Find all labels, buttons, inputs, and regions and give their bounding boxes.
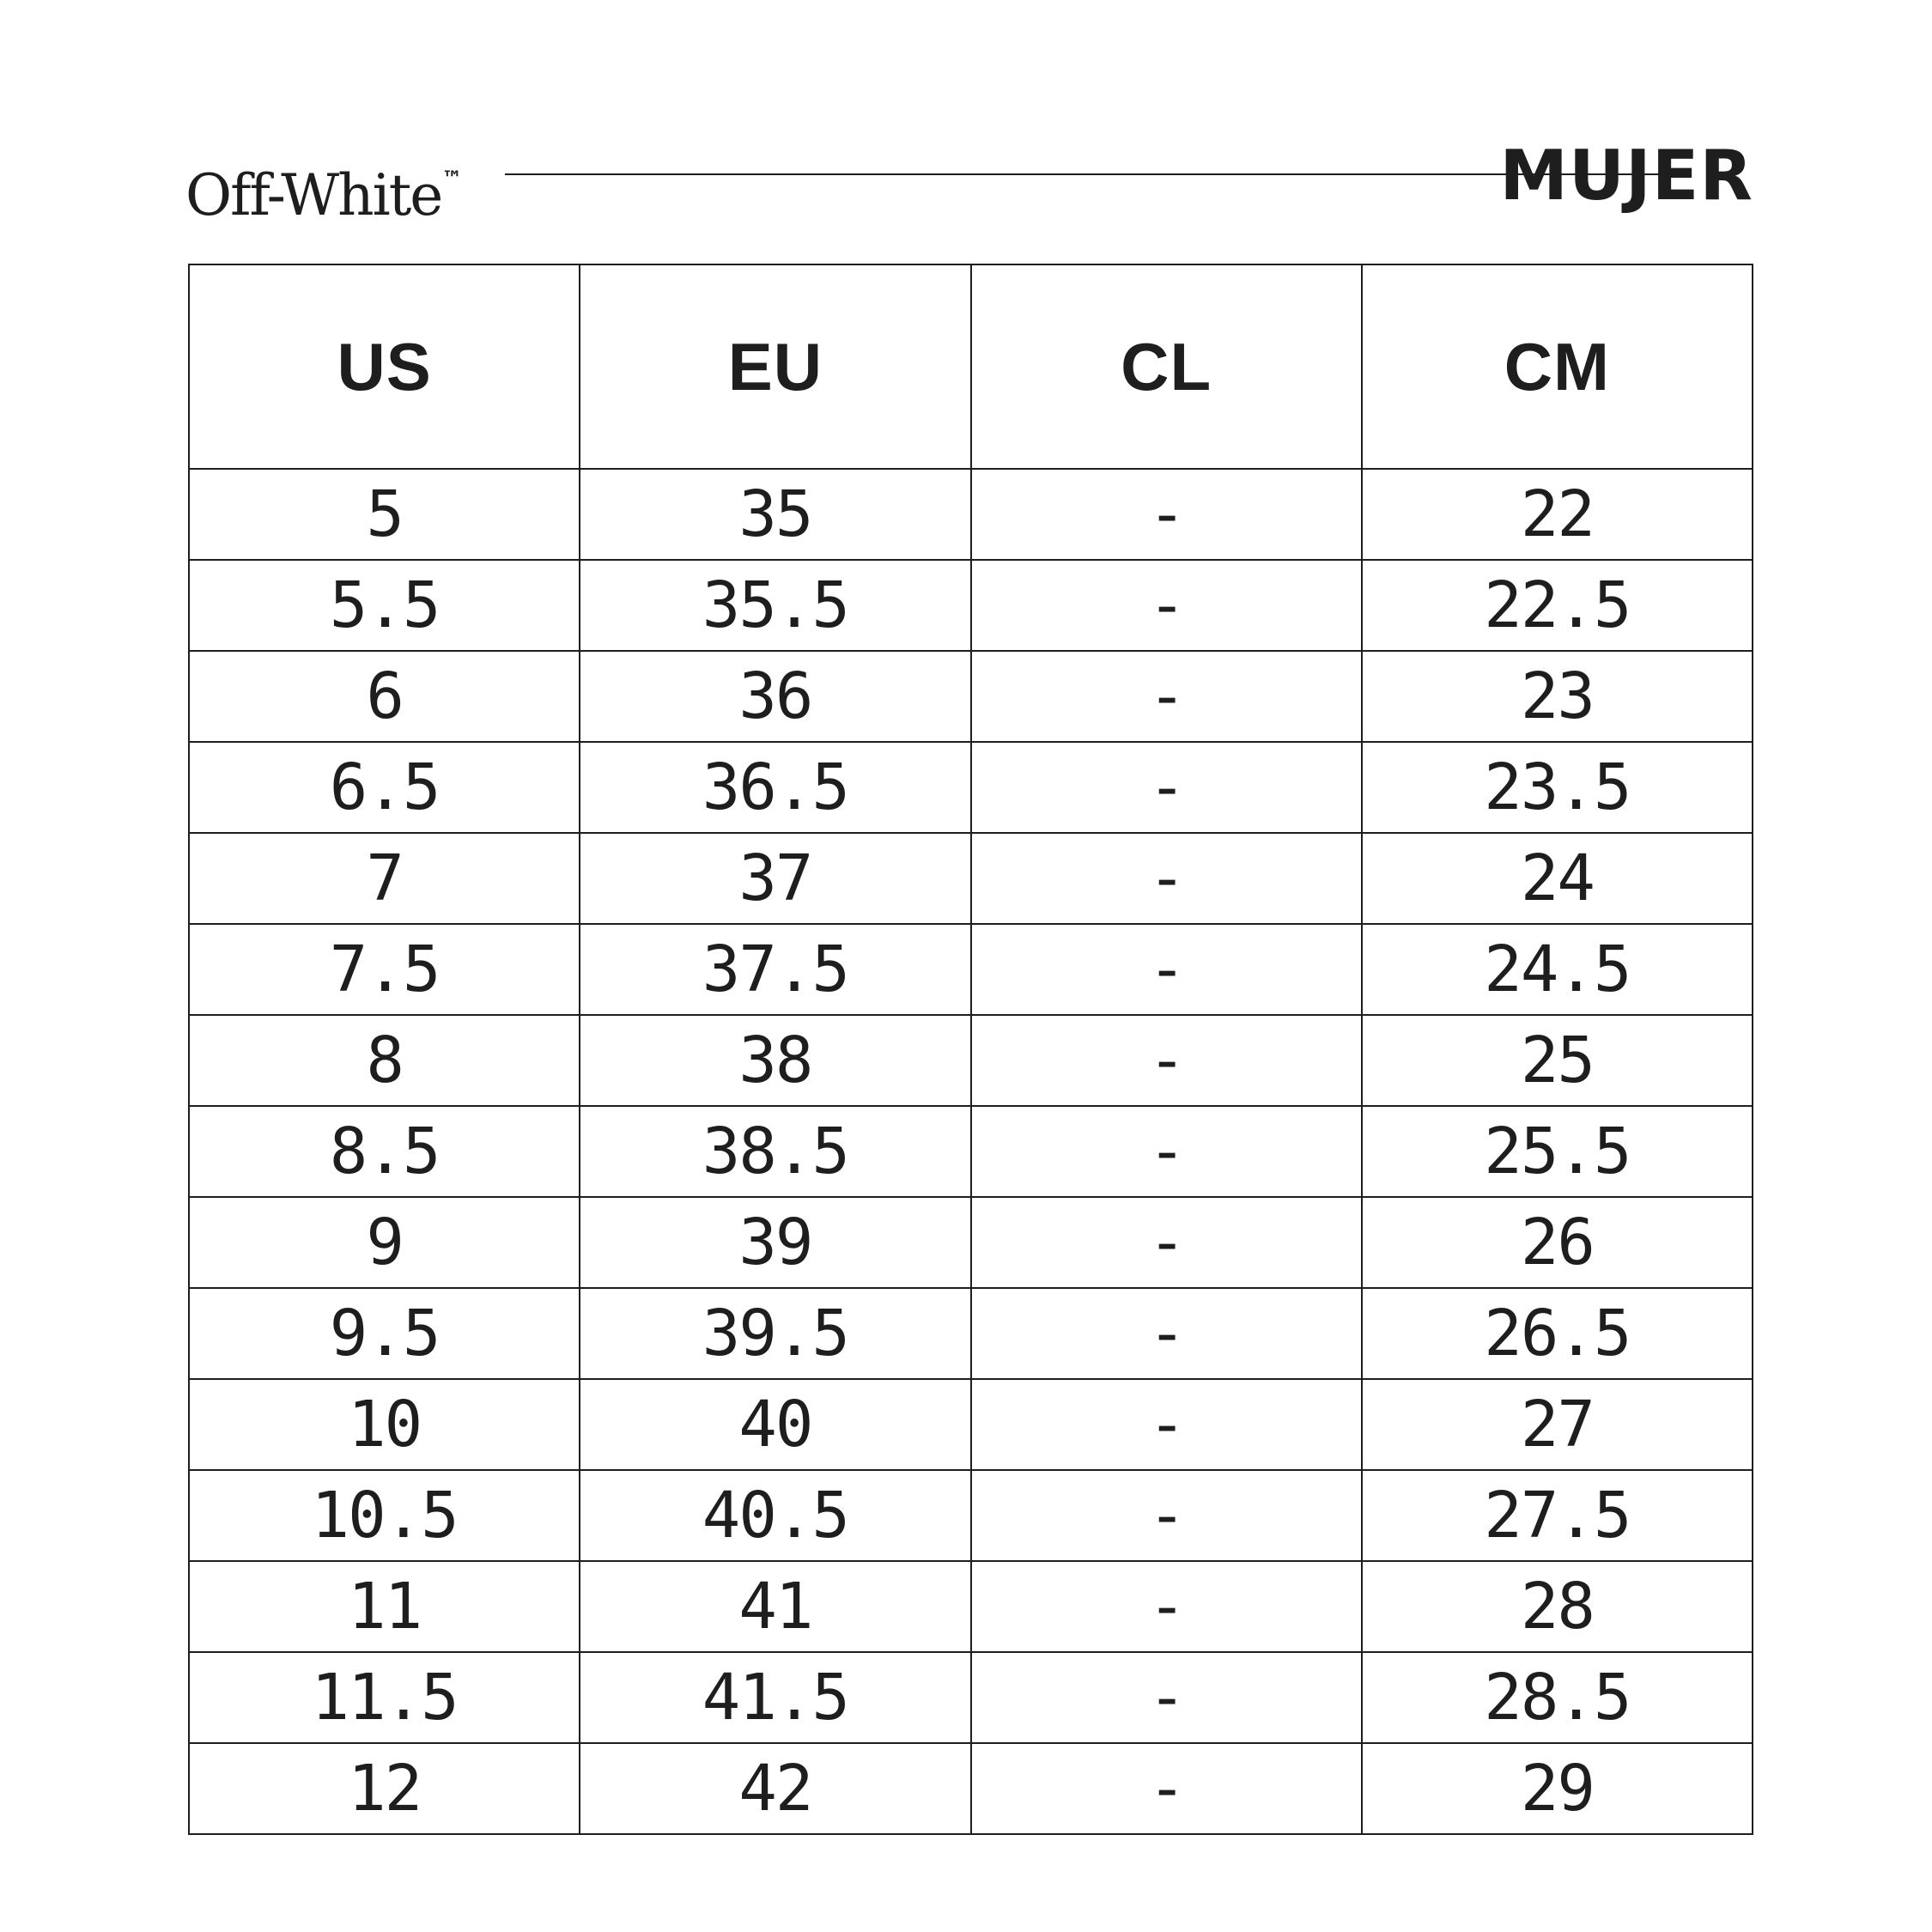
column-header-eu: EU	[580, 264, 970, 469]
cell-cl: -	[971, 1379, 1362, 1470]
cell-cl: -	[971, 469, 1362, 560]
cell-cm: 28.5	[1362, 1652, 1753, 1743]
cell-cl: -	[971, 1561, 1362, 1652]
size-chart-table	[188, 264, 1753, 1835]
cell-us: 7	[189, 833, 580, 924]
table-row	[189, 1652, 1753, 1743]
cell-us: 6.5	[189, 742, 580, 833]
cell-us: 8	[189, 1015, 580, 1106]
cell-cl: -	[971, 924, 1362, 1015]
cell-us: 5.5	[189, 560, 580, 651]
cell-cm: 26.5	[1362, 1288, 1753, 1379]
cell-cm: 24	[1362, 833, 1753, 924]
cell-cl: -	[971, 1743, 1362, 1834]
column-header-us: US	[189, 264, 580, 469]
cell-eu: 40	[580, 1379, 970, 1470]
trademark-mark: ™	[441, 167, 463, 191]
cell-us: 10	[189, 1379, 580, 1470]
cell-cm: 24.5	[1362, 924, 1753, 1015]
table-row	[189, 1106, 1753, 1197]
table-row	[189, 1379, 1753, 1470]
cell-cm: 22.5	[1362, 560, 1753, 651]
brand-logo	[185, 144, 462, 230]
cell-eu: 39	[580, 1197, 970, 1288]
cell-cl: -	[971, 1652, 1362, 1743]
cell-eu: 39.5	[580, 1288, 970, 1379]
cell-cl: -	[971, 1015, 1362, 1106]
table-row	[189, 833, 1753, 924]
header	[185, 129, 1753, 228]
cell-eu: 36.5	[580, 742, 970, 833]
cell-cm: 25	[1362, 1015, 1753, 1106]
cell-us: 9.5	[189, 1288, 580, 1379]
cell-cm: 25.5	[1362, 1106, 1753, 1197]
cell-us: 7.5	[189, 924, 580, 1015]
cell-cm: 27	[1362, 1379, 1753, 1470]
table-row	[189, 1470, 1753, 1561]
cell-cl: -	[971, 1470, 1362, 1561]
table-row	[189, 1197, 1753, 1288]
cell-us: 10.5	[189, 1470, 580, 1561]
cell-eu: 37	[580, 833, 970, 924]
cell-eu: 37.5	[580, 924, 970, 1015]
cell-cm: 23	[1362, 651, 1753, 742]
cell-eu: 35.5	[580, 560, 970, 651]
cell-us: 11.5	[189, 1652, 580, 1743]
cell-eu: 35	[580, 469, 970, 560]
cell-us: 8.5	[189, 1106, 580, 1197]
cell-cm: 27.5	[1362, 1470, 1753, 1561]
cell-cl: -	[971, 651, 1362, 742]
brand-name: Off-White	[185, 162, 442, 228]
table-header-row	[189, 264, 1753, 469]
cell-eu: 41.5	[580, 1652, 970, 1743]
table-row	[189, 1288, 1753, 1379]
cell-eu: 41	[580, 1561, 970, 1652]
table-row	[189, 1743, 1753, 1834]
cell-cl: -	[971, 1197, 1362, 1288]
column-header-cm: CM	[1362, 264, 1753, 469]
section-title: MUJER	[1499, 136, 1753, 216]
cell-us: 6	[189, 651, 580, 742]
cell-cl: -	[971, 1106, 1362, 1197]
cell-eu: 36	[580, 651, 970, 742]
cell-eu: 42	[580, 1743, 970, 1834]
cell-cm: 23.5	[1362, 742, 1753, 833]
cell-us: 11	[189, 1561, 580, 1652]
column-header-cl: CL	[971, 264, 1362, 469]
cell-us: 12	[189, 1743, 580, 1834]
table-row	[189, 924, 1753, 1015]
cell-cl: -	[971, 1288, 1362, 1379]
cell-cl: -	[971, 742, 1362, 833]
cell-us: 9	[189, 1197, 580, 1288]
table-row	[189, 560, 1753, 651]
cell-eu: 40.5	[580, 1470, 970, 1561]
cell-cm: 29	[1362, 1743, 1753, 1834]
cell-cl: -	[971, 833, 1362, 924]
cell-eu: 38	[580, 1015, 970, 1106]
table-row	[189, 1561, 1753, 1652]
cell-cm: 22	[1362, 469, 1753, 560]
cell-cm: 28	[1362, 1561, 1753, 1652]
cell-cm: 26	[1362, 1197, 1753, 1288]
cell-eu: 38.5	[580, 1106, 970, 1197]
table-row	[189, 742, 1753, 833]
table-row	[189, 651, 1753, 742]
table-row	[189, 469, 1753, 560]
table-row	[189, 1015, 1753, 1106]
cell-cl: -	[971, 560, 1362, 651]
cell-us: 5	[189, 469, 580, 560]
